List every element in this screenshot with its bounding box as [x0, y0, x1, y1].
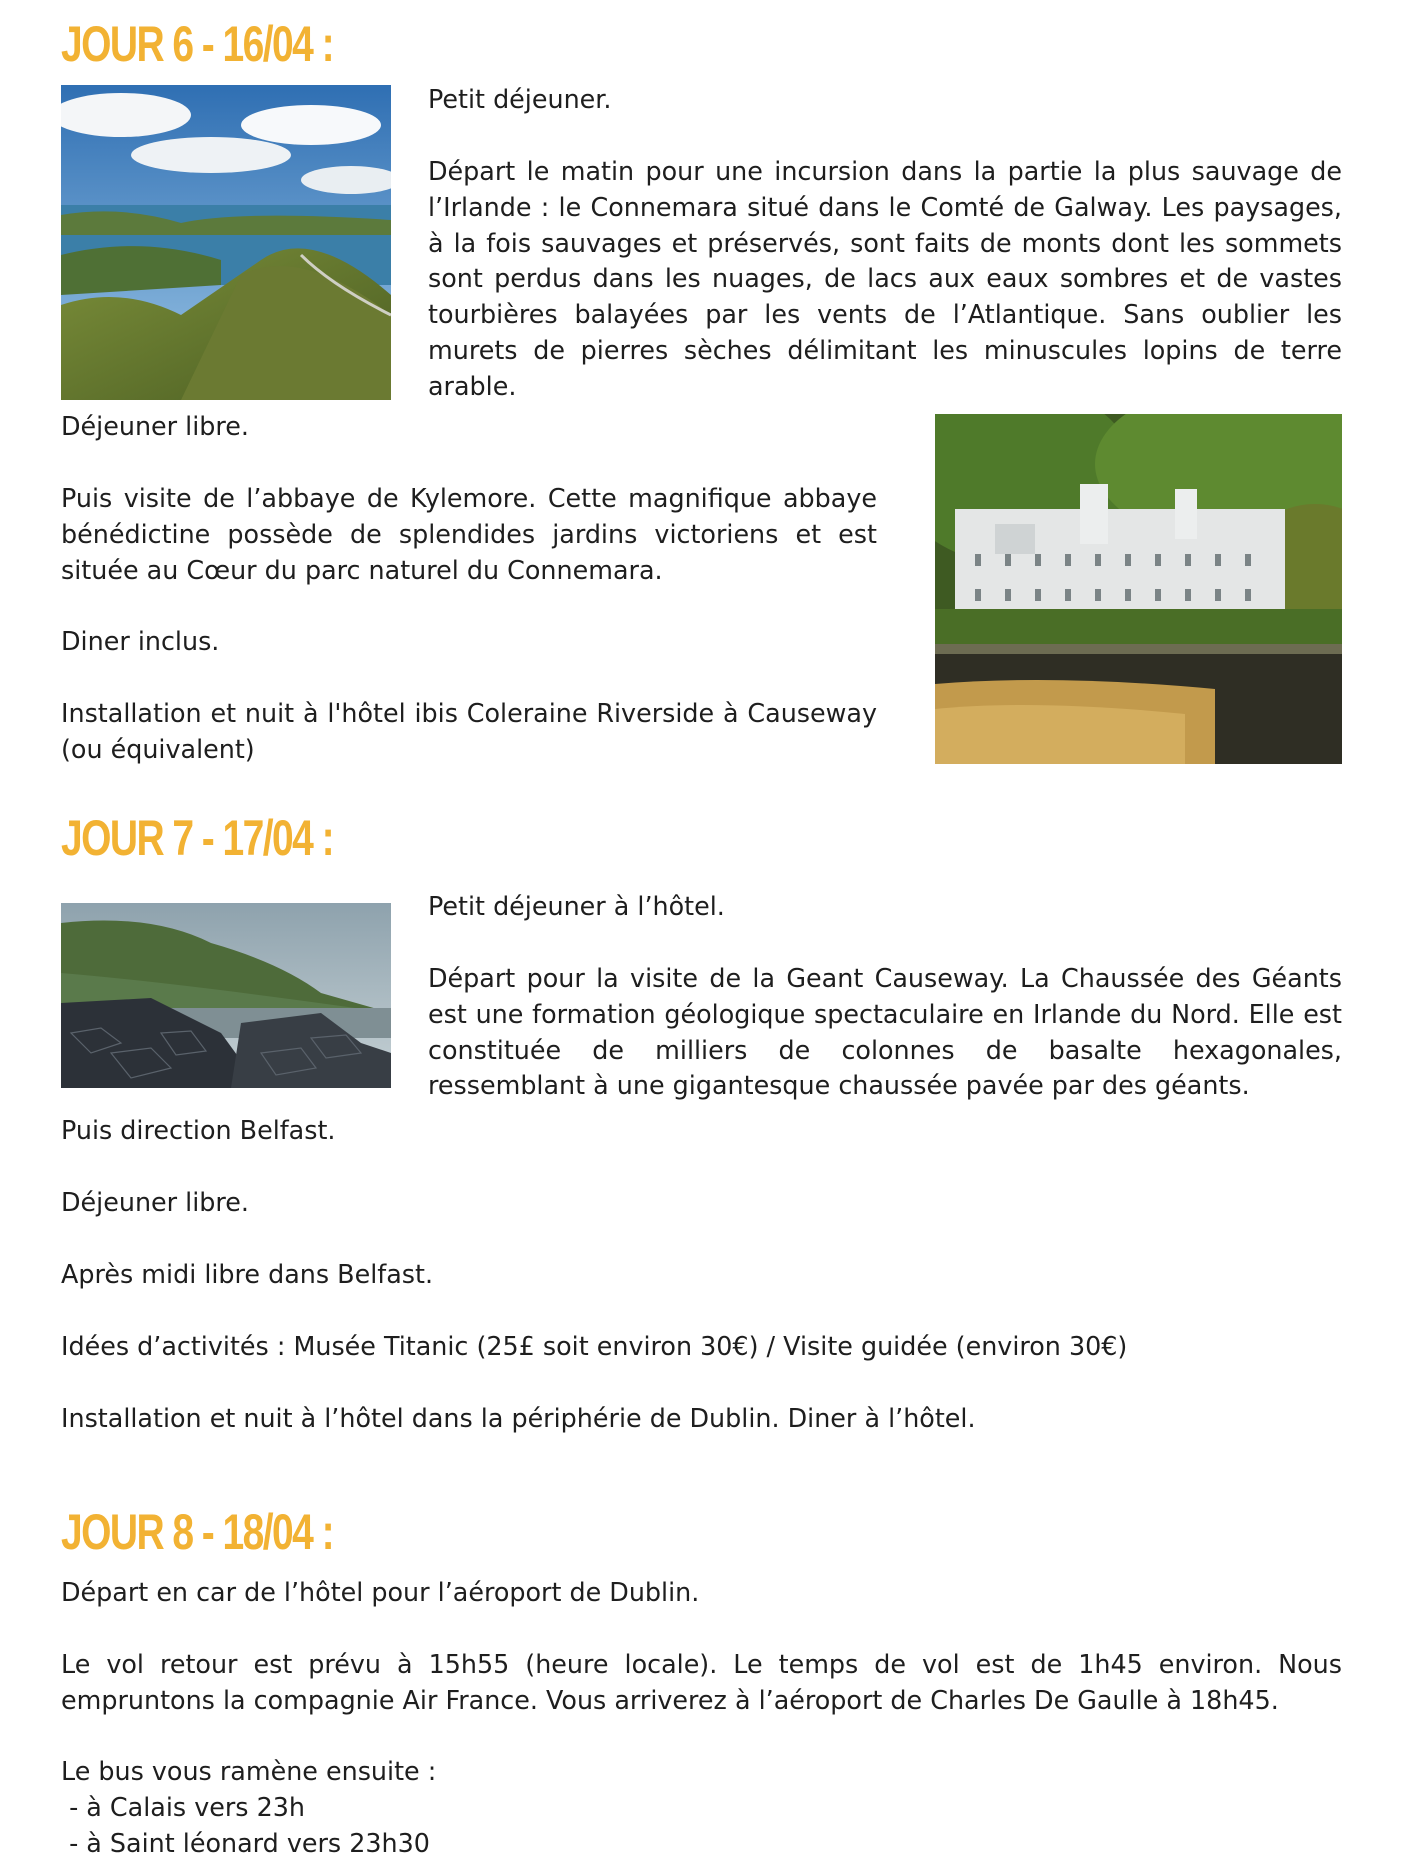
- day8-heading: JOUR 8 - 18/04 :: [61, 1504, 334, 1560]
- day7-lunch: Déjeuner libre.: [61, 1187, 249, 1217]
- connemara-photo: [61, 85, 391, 400]
- day6-dinner: Diner inclus.: [61, 626, 220, 656]
- day7-breakfast: Petit déjeuner à l’hôtel.: [428, 891, 725, 921]
- day8-stop-saint-leonard: - à Saint léonard vers 23h30: [61, 1828, 430, 1858]
- day6-lunch: Déjeuner libre.: [61, 411, 249, 441]
- day7-afternoon: Après midi libre dans Belfast.: [61, 1259, 434, 1289]
- giants-causeway-photo: [61, 903, 391, 1088]
- day8-stop-calais: - à Calais vers 23h: [61, 1792, 305, 1822]
- day7-belfast: Puis direction Belfast.: [61, 1115, 336, 1145]
- day7-causeway-text: Départ pour la visite de la Geant Causeway. La Chaussée des Géants est une formation géologique spectaculaire en Irlande du Nord. Elle est constituée de milliers de colonnes de basalte hexagonales, ressemblant à une gigantesque chaussée pavée par des géants.: [428, 963, 1342, 1101]
- day7-heading: JOUR 7 - 17/04 :: [61, 810, 334, 866]
- day7-activity-ideas: Idées d’activités : Musée Titanic (25£ soit environ 30€) / Visite guidée (environ 30€): [61, 1331, 1128, 1361]
- day6-heading: JOUR 6 - 16/04 :: [61, 16, 334, 72]
- day6-breakfast: Petit déjeuner.: [428, 84, 612, 114]
- day6-connemara-text: Départ le matin pour une incursion dans la partie la plus sauvage de l’Irlande : le Connemara situé dans le Comté de Galway. Les paysages, à la fois sauvages et préservés, sont faits de monts dont les sommets sont perdus dans les nuages, de lacs aux eaux sombres et de vastes tourbières balayées par les vents de l’Atlantique. Sans oublier les murets de pierres sèches délimitant les minuscules lopins de terre arable.: [428, 156, 1342, 401]
- kylemore-abbey-photo: [935, 414, 1342, 764]
- day8-departure: Départ en car de l’hôtel pour l’aéroport de Dublin.: [61, 1577, 700, 1607]
- day6-hotel-text: Installation et nuit à l'hôtel ibis Coleraine Riverside à Causeway (ou équivalent): [61, 698, 877, 764]
- day8-flight-text: Le vol retour est prévu à 15h55 (heure locale). Le temps de vol est de 1h45 environ. Nous empruntons la compagnie Air France. Vous arriverez à l’aéroport de Charles De Gaulle à 18h45.: [61, 1649, 1342, 1715]
- day7-hotel-text: Installation et nuit à l’hôtel dans la périphérie de Dublin. Diner à l’hôtel.: [61, 1403, 976, 1433]
- day6-kylemore-text: Puis visite de l’abbaye de Kylemore. Cette magnifique abbaye bénédictine possède de splendides jardins victoriens et est située au Cœur du parc naturel du Connemara.: [61, 483, 877, 585]
- day8-bus-intro: Le bus vous ramène ensuite :: [61, 1756, 437, 1786]
